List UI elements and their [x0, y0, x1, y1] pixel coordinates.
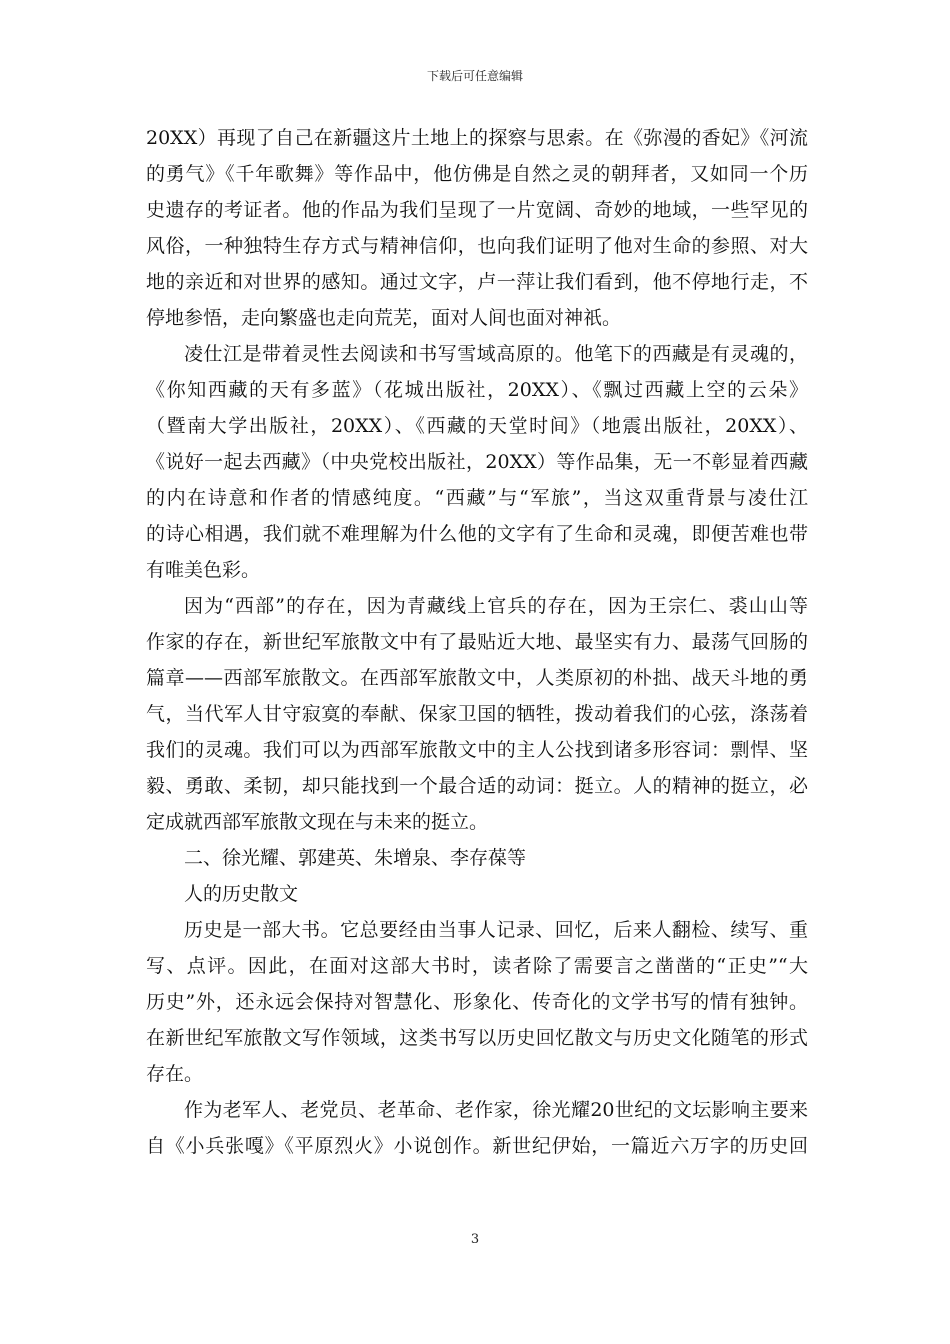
body-line: 在新世纪军旅散文写作领域，这类书写以历史回忆散文与历史文化随笔的形式	[146, 1027, 808, 1049]
body-line: 我们的灵魂。我们可以为西部军旅散文中的主人公找到诸多形容词：剽悍、坚	[146, 739, 808, 761]
document-body	[146, 120, 808, 1164]
body-line: 篇章——西部军旅散文。在西部军旅散文中，人类原初的朴拙、战天斗地的勇	[146, 667, 808, 689]
body-line: 历史是一部大书。它总要经由当事人记录、回忆，后来人翻检、续写、重	[184, 919, 808, 941]
body-line: 写、点评。因此，在面对这部大书时，读者除了需要言之凿凿的“正史”“大	[146, 955, 808, 977]
body-line: 的勇气》《千年歌舞》等作品中，他仿佛是自然之灵的朝拜者，又如同一个历	[146, 163, 808, 185]
body-line: 因为“西部”的存在，因为青藏线上官兵的存在，因为王宗仁、裘山山等	[184, 595, 808, 617]
body-line: 的内在诗意和作者的情感纯度。“西藏”与“军旅”，当这双重背景与凌仕江	[146, 487, 808, 509]
body-line: 有唯美色彩。	[146, 559, 261, 581]
section-heading: 人的历史散文	[184, 883, 299, 905]
body-line: 《你知西藏的天有多蓝》（花城出版社，20XX）、《飘过西藏上空的云朵》	[146, 379, 808, 401]
page-header: 下载后可任意编辑	[426, 69, 523, 83]
body-line: （暨南大学出版社，20XX）、《西藏的天堂时间》（地震出版社，20XX）、	[146, 415, 808, 437]
page-number: 3	[470, 1232, 480, 1247]
body-line: 自《小兵张嘎》《平原烈火》小说创作。新世纪伊始，一篇近六万字的历史回	[146, 1135, 808, 1157]
body-line: 定成就西部军旅散文现在与未来的挺立。	[146, 811, 489, 833]
body-line: 史遗存的考证者。他的作品为我们呈现了一片宽阔、奇妙的地域，一些罕见的	[146, 199, 808, 221]
body-line: 历史”外，还永远会保持对智慧化、形象化、传奇化的文学书写的情有独钟。	[146, 991, 808, 1013]
body-line: 20XX）再现了自己在新疆这片土地上的探察与思索。在《弥漫的香妃》《河流	[146, 127, 808, 149]
body-line: 的诗心相遇，我们就不难理解为什么他的文字有了生命和灵魂，即便苦难也带	[146, 523, 808, 545]
body-line: 《说好一起去西藏》（中央党校出版社，20XX）等作品集，无一不彰显着西藏	[146, 451, 808, 473]
body-line: 停地参悟，走向繁盛也走向荒芜，面对人间也面对神祇。	[146, 307, 622, 329]
body-line: 气，当代军人甘守寂寞的奉献、保家卫国的牺牲，拨动着我们的心弦，涤荡着	[146, 703, 808, 725]
body-line: 存在。	[146, 1063, 204, 1085]
body-line: 作为老军人、老党员、老革命、老作家，徐光耀20世纪的文坛影响主要来	[184, 1099, 808, 1121]
body-line: 毅、勇敢、柔韧，却只能找到一个最合适的动词：挺立。人的精神的挺立，必	[146, 775, 808, 797]
body-line: 凌仕江是带着灵性去阅读和书写雪域高原的。他笔下的西藏是有灵魂的，	[184, 343, 808, 365]
section-heading: 二、徐光耀、郭建英、朱增泉、李存葆等	[184, 847, 527, 869]
body-line: 作家的存在，新世纪军旅散文中有了最贴近大地、最坚实有力、最荡气回肠的	[146, 631, 808, 653]
body-line: 地的亲近和对世界的感知。通过文字，卢一萍让我们看到，他不停地行走，不	[146, 271, 808, 293]
body-line: 风俗，一种独特生存方式与精神信仰，也向我们证明了他对生命的参照、对大	[146, 235, 808, 257]
